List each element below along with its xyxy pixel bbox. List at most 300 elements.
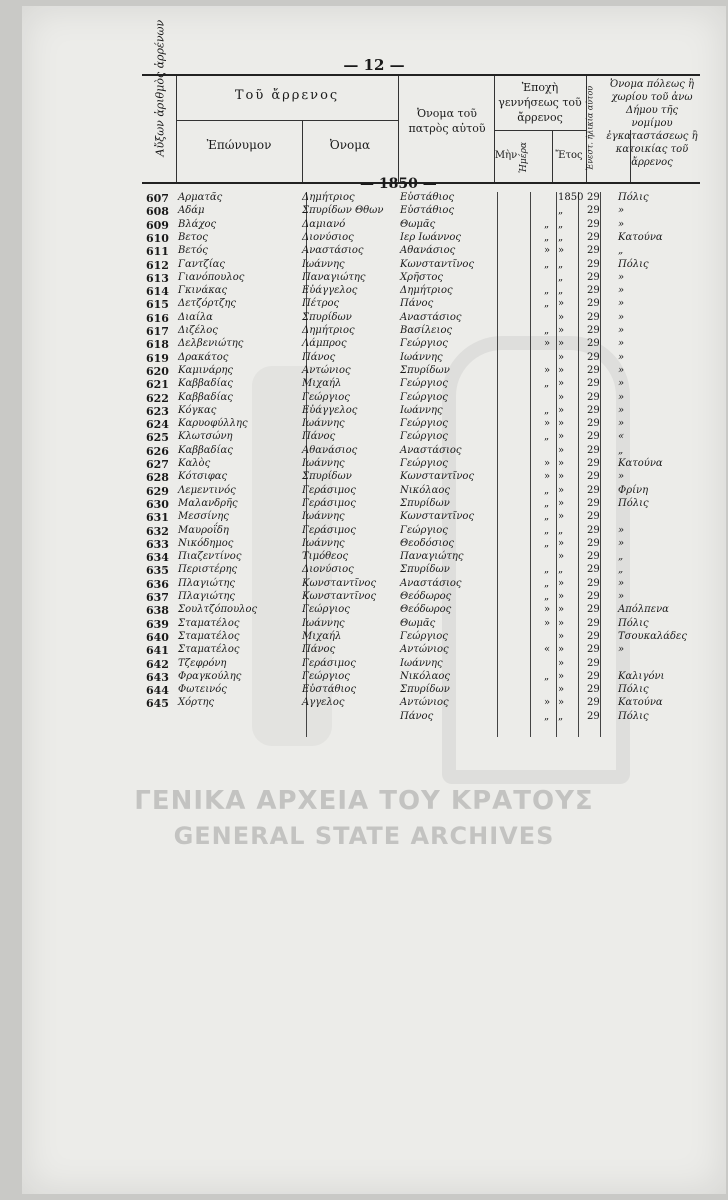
row-name: Δημήτριος: [302, 192, 355, 203]
row-place: »: [618, 391, 625, 403]
row-surname: Χόρτης: [178, 697, 215, 709]
row-father: Εὐστάθιος: [400, 192, 455, 203]
row-name: Εὐάγγελος: [302, 285, 358, 297]
row-number: 641: [146, 644, 169, 658]
row-place: Απόλπενα: [618, 604, 669, 616]
row-place: »: [618, 404, 625, 416]
row-father: Αναστάσιος: [400, 444, 462, 456]
row-surname: Κόγκας: [178, 404, 217, 416]
row-number: 643: [146, 670, 169, 684]
row-surname: Αδάμ: [178, 205, 205, 217]
row-name: Μιχαήλ: [302, 630, 342, 642]
row-place: Πόλις: [618, 258, 649, 270]
row-father: Ιωάννης: [400, 657, 443, 669]
row-father: Πάνος: [400, 710, 434, 722]
row-surname: Λεμεντινός: [178, 484, 236, 496]
row-name: Ιωάννης: [302, 617, 345, 629]
row-surname: Γκινάκας: [178, 285, 228, 297]
row-age: 29: [587, 231, 600, 243]
row-surname: Βετος: [178, 231, 208, 243]
row-name: Γεράσιμος: [302, 484, 356, 496]
row-month: »: [544, 471, 551, 483]
header-age: Ἐνεστ. ἡλικία αὐτοῦ: [585, 85, 595, 171]
row-year: »: [558, 484, 565, 496]
row-name: Αγγελος: [302, 697, 345, 709]
row-name: Γεράσιμος: [302, 497, 356, 509]
row-surname: Νικόδημος: [178, 537, 234, 549]
row-place: „: [618, 444, 624, 456]
row-age: 29: [587, 245, 600, 257]
header-month: Μὴν: [494, 150, 518, 161]
row-surname: Καββαδίας: [178, 378, 233, 390]
row-year: »: [558, 551, 565, 563]
row-place: Κατούνα: [618, 697, 663, 709]
row-number: 618: [146, 338, 169, 352]
row-place: Καλιγόνι: [618, 670, 665, 682]
row-place: „: [618, 245, 624, 257]
row-father: Βασίλειος: [400, 325, 453, 336]
row-father: Πάνος: [400, 298, 434, 310]
row-name: Δημήτριος: [302, 325, 355, 336]
row-month: „: [544, 577, 550, 589]
row-father: Σπυρίδων: [400, 564, 450, 576]
row-month: »: [544, 458, 551, 469]
row-year: „: [558, 205, 564, 217]
row-age: 29: [587, 364, 600, 376]
row-surname: Τζεφρόνη: [178, 657, 227, 669]
row-surname: Βετός: [178, 245, 208, 257]
row-month: „: [544, 710, 550, 722]
row-year: „: [558, 564, 564, 576]
row-year: »: [558, 471, 565, 483]
row-name: Γεράσιμος: [302, 524, 356, 536]
row-age: 29: [587, 524, 600, 536]
row-year: »: [558, 338, 565, 350]
row-father: Ιωάννης: [400, 351, 443, 363]
row-year: »: [558, 511, 565, 523]
row-month: „: [544, 591, 550, 602]
row-name: Ιωάννης: [302, 458, 345, 469]
row-month: »: [544, 245, 551, 257]
row-age: 29: [587, 564, 600, 576]
row-surname: Σταματέλος: [178, 644, 240, 656]
row-number: 623: [146, 404, 169, 418]
row-month: «: [544, 644, 551, 656]
row-father: Ιερ Ιωάννος: [400, 231, 462, 243]
row-age: 29: [587, 644, 600, 656]
row-age: 29: [587, 271, 600, 283]
row-number: 613: [146, 271, 169, 285]
row-place: »: [618, 378, 625, 390]
row-surname: Αρματᾶς: [178, 192, 223, 203]
row-number: 617: [146, 325, 169, 338]
row-surname: Καλὸς: [178, 458, 211, 469]
row-name: Διονύσιος: [302, 564, 354, 576]
row-age: 29: [587, 338, 600, 350]
row-number: 637: [146, 591, 169, 604]
row-month: „: [544, 231, 550, 243]
row-name: Ιωάννης: [302, 537, 345, 549]
row-month: „: [544, 378, 550, 390]
row-number: 625: [146, 431, 169, 445]
row-name: Μιχαήλ: [302, 378, 342, 390]
row-father: Σπυρίδων: [400, 497, 450, 509]
row-year: „: [558, 258, 564, 270]
row-month: „: [544, 285, 550, 297]
row-father: Αναστάσιος: [400, 311, 462, 323]
header-year: Ἔτος: [555, 150, 583, 161]
row-age: 29: [587, 258, 600, 270]
row-surname: Δετζόρτζης: [178, 298, 236, 310]
row-year: »: [558, 617, 565, 629]
row-month: „: [544, 298, 550, 310]
row-year: »: [558, 684, 565, 696]
row-year: »: [558, 391, 565, 403]
row-number: 629: [146, 484, 169, 498]
row-year: »: [558, 364, 565, 376]
row-surname: Δελβενιώτης: [178, 338, 244, 350]
watermark-greek: ΓΕΝΙΚΑ ΑΡΧΕΙΑ ΤΟΥ ΚΡΑΤΟΥΣ: [134, 786, 594, 816]
header-surname: Ἐπώνυμον: [206, 138, 272, 152]
row-father: Θεόδωρος: [400, 591, 452, 602]
row-name: Λάμπρος: [302, 338, 347, 350]
row-name: Σπυρίδων Θθων: [302, 205, 384, 217]
table-row: [142, 711, 702, 727]
row-father: Γεώργιος: [400, 418, 448, 430]
row-place: Πόλις: [618, 192, 649, 203]
row-name: Γεράσιμος: [302, 657, 356, 669]
row-age: 29: [587, 511, 600, 523]
row-age: 29: [587, 218, 600, 230]
row-surname: Μαυροΐδη: [178, 524, 229, 536]
row-surname: Καμινάρης: [178, 364, 233, 376]
row-place: »: [618, 205, 625, 217]
header-day: Ἡμέρα: [519, 142, 529, 173]
row-place: »: [618, 338, 625, 350]
row-name: Ιωάννης: [302, 258, 345, 270]
row-surname: Σταματέλος: [178, 617, 240, 629]
row-place: „: [618, 564, 624, 576]
row-year: „: [558, 271, 564, 283]
row-number: 639: [146, 617, 169, 631]
row-place: Φρίνη: [618, 484, 649, 496]
row-year: »: [558, 418, 565, 430]
row-father: Γεώργιος: [400, 338, 448, 350]
watermark-english: GENERAL STATE ARCHIVES: [173, 822, 555, 850]
row-year: 1850: [558, 192, 584, 203]
row-month: »: [544, 604, 551, 616]
row-number: 644: [146, 684, 169, 698]
row-month: »: [544, 364, 551, 376]
row-month: „: [544, 431, 550, 443]
row-age: 29: [587, 551, 600, 563]
row-father: Ιωάννης: [400, 404, 443, 416]
row-father: Γεώργιος: [400, 431, 448, 443]
row-number: 624: [146, 418, 169, 432]
row-name: Δαμιανό: [302, 218, 346, 230]
row-surname: Σταματέλος: [178, 630, 240, 642]
row-age: 29: [587, 378, 600, 390]
row-name: Κωνσταντῖνος: [302, 577, 377, 589]
row-place: Πόλις: [618, 497, 649, 509]
row-surname: Φραγκούλης: [178, 670, 242, 682]
row-name: Γεώργιος: [302, 670, 350, 682]
row-age: 29: [587, 192, 600, 203]
row-year: »: [558, 577, 565, 589]
row-place: »: [618, 471, 625, 483]
row-surname: Δρακάτος: [178, 351, 229, 363]
row-surname: Πιαζεντίνος: [178, 551, 242, 563]
row-number: 634: [146, 551, 169, 565]
row-place: »: [618, 364, 625, 376]
row-year: »: [558, 591, 565, 602]
row-age: 29: [587, 670, 600, 682]
row-father: Θωμᾶς: [400, 218, 436, 230]
row-year: »: [558, 657, 565, 669]
row-number: 638: [146, 604, 169, 618]
row-father: Αντώνιος: [400, 697, 449, 709]
row-year: »: [558, 644, 565, 656]
row-number: 628: [146, 471, 169, 485]
row-surname: Πλαγιώτης: [178, 577, 235, 589]
row-number: 621: [146, 378, 169, 392]
row-place: „: [618, 551, 624, 563]
row-age: 29: [587, 444, 600, 456]
row-surname: Φωτεινός: [178, 684, 227, 696]
row-year: »: [558, 431, 565, 443]
row-month: »: [544, 418, 551, 430]
row-father: Αναστάσιος: [400, 577, 462, 589]
row-surname: Περιστέρης: [178, 564, 238, 576]
row-number: 607: [146, 192, 169, 205]
row-year: »: [558, 630, 565, 642]
year-heading: — 1850 —: [360, 176, 437, 192]
row-father: Γεώργιος: [400, 378, 448, 390]
row-surname: Διζέλος: [178, 325, 218, 336]
row-year: »: [558, 670, 565, 682]
row-year: »: [558, 298, 565, 310]
row-month: „: [544, 218, 550, 230]
row-age: 29: [587, 418, 600, 430]
row-place: Τσουκαλάδες: [618, 630, 687, 642]
row-surname: Πλαγιώτης: [178, 591, 235, 602]
row-number: 636: [146, 577, 169, 591]
row-number: 626: [146, 444, 169, 458]
row-name: Αντώνιος: [302, 364, 351, 376]
row-father: Κωνσταντῖνος: [400, 511, 475, 523]
row-age: 29: [587, 391, 600, 403]
row-place: »: [618, 285, 625, 297]
row-number: 609: [146, 218, 169, 232]
row-father: Γεώργιος: [400, 524, 448, 536]
row-place: »: [618, 591, 625, 602]
row-month: „: [544, 537, 550, 549]
row-place: Πόλις: [618, 617, 649, 629]
row-month: „: [544, 258, 550, 270]
row-father: Νικόλαος: [400, 670, 450, 682]
row-name: Σπυρίδων: [302, 311, 352, 323]
row-number: 632: [146, 524, 169, 538]
page-number: — 12 —: [343, 56, 405, 74]
row-age: 29: [587, 311, 600, 323]
row-place: »: [618, 418, 625, 430]
row-number: 615: [146, 298, 169, 312]
row-month: »: [544, 338, 551, 350]
row-number: 631: [146, 511, 169, 525]
row-age: 29: [587, 351, 600, 363]
row-name: Τιμόθεος: [302, 551, 349, 563]
row-year: »: [558, 497, 565, 509]
row-name: Γεώργιος: [302, 391, 350, 403]
header-male-group: Τοῦ ἄρρενος: [234, 88, 340, 103]
row-number: 633: [146, 537, 169, 551]
row-number: 627: [146, 458, 169, 471]
row-month: »: [544, 617, 551, 629]
row-number: 614: [146, 285, 169, 299]
row-place: »: [618, 311, 625, 323]
row-number: 642: [146, 657, 169, 671]
row-surname: Μαλανδρῆς: [178, 497, 238, 509]
row-age: 29: [587, 710, 600, 722]
row-number: 622: [146, 391, 169, 405]
row-month: „: [544, 325, 550, 336]
header-father: Ὀνομα τοῦ πατρὸς αὐτοῦ: [408, 107, 486, 135]
row-age: 29: [587, 697, 600, 709]
row-father: Αθανάσιος: [400, 245, 456, 257]
row-father: Αντώνιος: [400, 644, 449, 656]
row-name: Αναστάσιος: [302, 245, 364, 257]
row-age: 29: [587, 285, 600, 297]
row-name: Πάνος: [302, 431, 336, 443]
row-age: 29: [587, 537, 600, 549]
row-year: „: [558, 231, 564, 243]
row-place: »: [618, 577, 625, 589]
row-age: 29: [587, 617, 600, 629]
row-number: 616: [146, 311, 169, 325]
row-surname: Σουλτζόπουλος: [178, 604, 258, 616]
row-name: Ιωάννης: [302, 511, 345, 523]
row-place: »: [618, 271, 625, 283]
row-father: Σπυρίδων: [400, 684, 450, 696]
row-name: Διονύσιος: [302, 231, 354, 243]
row-age: 29: [587, 657, 600, 669]
row-name: Γεώργιος: [302, 604, 350, 616]
row-year: »: [558, 404, 565, 416]
row-year: »: [558, 697, 565, 709]
row-place: »: [618, 298, 625, 310]
row-age: 29: [587, 205, 600, 217]
row-age: 29: [587, 591, 600, 602]
row-year: „: [558, 524, 564, 536]
row-number: 635: [146, 564, 169, 578]
row-number: 608: [146, 205, 169, 219]
row-month: „: [544, 484, 550, 496]
row-age: 29: [587, 471, 600, 483]
row-number: 612: [146, 258, 169, 272]
row-father: Κωνσταντῖνος: [400, 471, 475, 483]
row-age: 29: [587, 484, 600, 496]
row-age: 29: [587, 604, 600, 616]
header-name: Ὀνομα: [329, 138, 371, 152]
row-place: »: [618, 218, 625, 230]
header-place: Ὀνομα πόλεως ἢ χωρίου τοῦ ἀνω Δήμου τῆς νομίμου ἐγκαταστάσεως ἢ κατοικίας τοῦ ἄρρενος: [606, 79, 698, 168]
row-year: »: [558, 351, 565, 363]
row-father: Θεοδόσιος: [400, 537, 454, 549]
row-number: 619: [146, 351, 169, 365]
row-year: »: [558, 604, 565, 616]
row-year: »: [558, 378, 565, 390]
row-number: 630: [146, 497, 169, 511]
row-month: „: [544, 524, 550, 536]
row-surname: Γιανόπουλος: [178, 271, 245, 283]
row-name: Πάνος: [302, 644, 336, 656]
row-surname: Κλωτσώνη: [178, 431, 233, 443]
row-age: 29: [587, 458, 600, 469]
row-father: Σπυρίδων: [400, 364, 450, 376]
row-age: 29: [587, 497, 600, 509]
row-year: »: [558, 311, 565, 323]
row-surname: Καββαδίας: [178, 444, 233, 456]
row-surname: Κότσιφας: [178, 471, 228, 483]
row-year: »: [558, 325, 565, 336]
row-age: 29: [587, 431, 600, 443]
row-father: Γεώργιος: [400, 391, 448, 403]
row-father: Παναγιώτης: [400, 551, 464, 563]
row-name: Σπυρίδων: [302, 471, 352, 483]
row-age: 29: [587, 684, 600, 696]
row-surname: Καρυοφύλλης: [178, 418, 248, 430]
row-father: Θεόδωρος: [400, 604, 452, 616]
row-year: »: [558, 537, 565, 549]
row-surname: Καββαδίας: [178, 391, 233, 403]
row-place: »: [618, 524, 625, 536]
row-month: »: [544, 697, 551, 709]
row-father: Γεώργιος: [400, 458, 448, 469]
header-rank: Αὔξων ἀριθμὸς ἀρρένων: [153, 19, 167, 157]
row-surname: Διαίλα: [178, 311, 213, 323]
row-father: Δημήτριος: [400, 285, 453, 297]
header-birth-group: Ἐποχὴ γεννήσεως τοῦ ἄρρενος: [498, 81, 582, 124]
row-age: 29: [587, 630, 600, 642]
row-place: »: [618, 537, 625, 549]
row-name: Παναγιώτης: [302, 271, 366, 283]
row-month: „: [544, 511, 550, 523]
row-father: Χρῆστος: [400, 271, 443, 283]
row-age: 29: [587, 577, 600, 589]
row-month: „: [544, 404, 550, 416]
row-age: 29: [587, 298, 600, 310]
row-surname: Γαντζίας: [178, 258, 225, 270]
row-number: 620: [146, 364, 169, 378]
row-place: Κατούνα: [618, 231, 663, 243]
row-name: Εὐάγγελος: [302, 404, 358, 416]
row-place: Πόλις: [618, 710, 649, 722]
row-number: 611: [146, 245, 169, 259]
row-name: Εὐστάθιος: [302, 684, 357, 696]
row-surname: Βλάχος: [178, 218, 217, 230]
row-father: Νικόλαος: [400, 484, 450, 496]
row-father: Εὐστάθιος: [400, 205, 455, 217]
row-year: „: [558, 285, 564, 297]
row-year: »: [558, 458, 565, 469]
row-name: Πάνος: [302, 351, 336, 363]
row-place: »: [618, 644, 625, 656]
row-name: Ιωάννης: [302, 418, 345, 430]
row-name: Κωνσταντῖνος: [302, 591, 377, 602]
row-place: Κατούνα: [618, 458, 663, 469]
row-month: „: [544, 497, 550, 509]
row-age: 29: [587, 325, 600, 336]
